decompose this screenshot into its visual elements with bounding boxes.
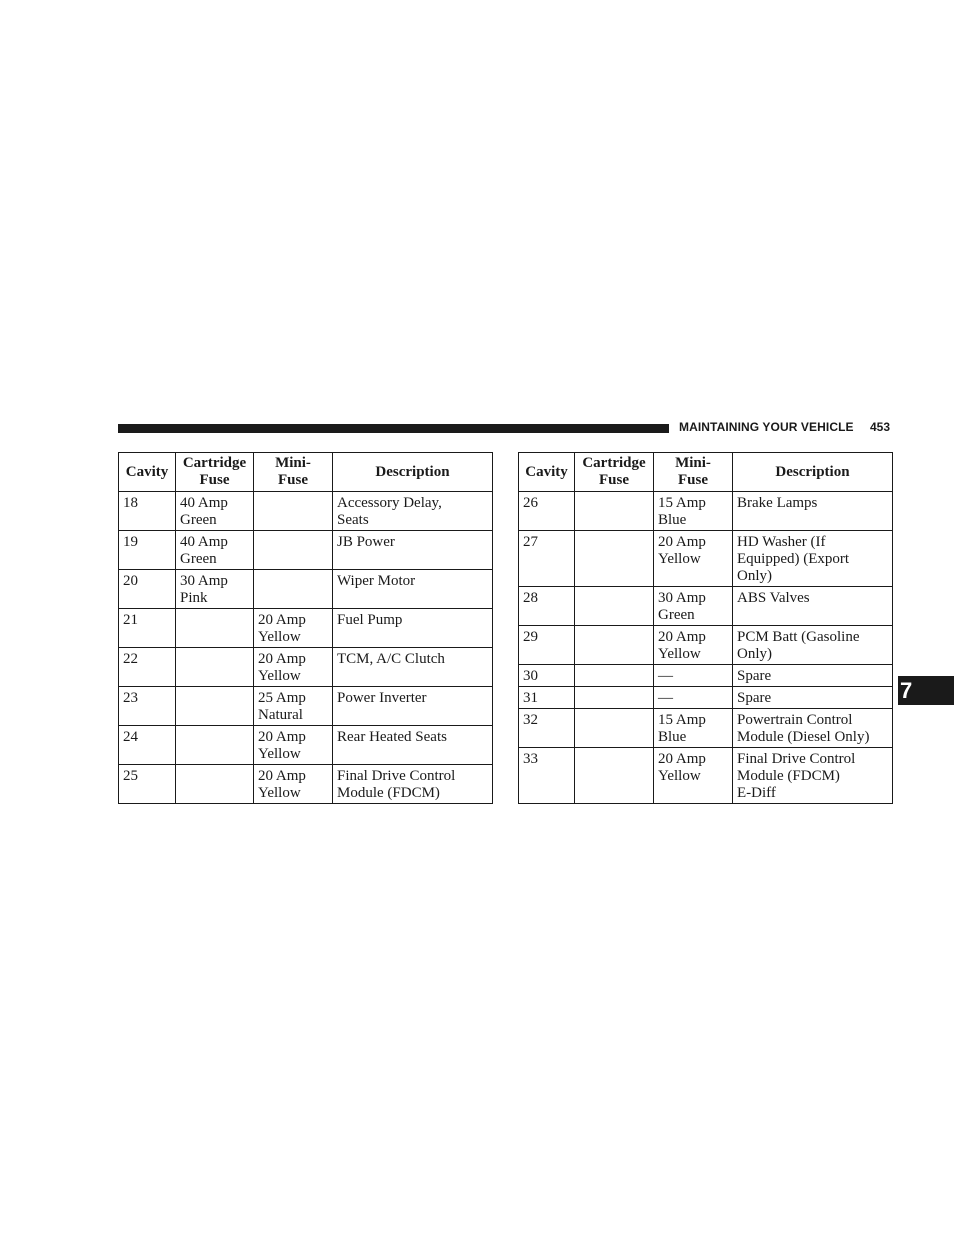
column-header-cartridge-fuse: Cartridge Fuse (575, 453, 654, 492)
section-title: MAINTAINING YOUR VEHICLE (679, 420, 854, 434)
cartridge-fuse-cell (176, 726, 254, 765)
cavity-cell: 26 (519, 492, 575, 531)
cavity-cell: 30 (519, 665, 575, 687)
mini-fuse-cell: 20 Amp Yellow (254, 765, 333, 804)
cartridge-fuse-cell: 40 Amp Green (176, 492, 254, 531)
chapter-tab: 7 (898, 676, 954, 705)
column-header-cavity: Cavity (119, 453, 176, 492)
cavity-cell: 18 (119, 492, 176, 531)
cavity-cell: 28 (519, 587, 575, 626)
description-cell: JB Power (333, 531, 493, 570)
table-row (519, 687, 893, 709)
description-cell: Fuel Pump (333, 609, 493, 648)
table-row (119, 609, 493, 648)
table-row (119, 648, 493, 687)
cartridge-fuse-cell: 40 Amp Green (176, 531, 254, 570)
mini-fuse-cell: 20 Amp Yellow (654, 531, 733, 587)
cartridge-fuse-cell (575, 687, 654, 709)
description-cell: Final Drive Control Module (FDCM) E-Diff (733, 748, 893, 804)
cartridge-fuse-cell (575, 531, 654, 587)
table-header-row (519, 453, 893, 492)
fuse-table-left (118, 452, 493, 804)
mini-fuse-cell: 30 Amp Green (654, 587, 733, 626)
description-cell: Accessory Delay, Seats (333, 492, 493, 531)
mini-fuse-cell: 15 Amp Blue (654, 709, 733, 748)
mini-fuse-cell: 20 Amp Yellow (254, 648, 333, 687)
mini-fuse-cell: 20 Amp Yellow (654, 626, 733, 665)
cavity-cell: 33 (519, 748, 575, 804)
table-row (519, 709, 893, 748)
description-cell: Power Inverter (333, 687, 493, 726)
cartridge-fuse-cell (176, 648, 254, 687)
mini-fuse-cell: 25 Amp Natural (254, 687, 333, 726)
cavity-cell: 25 (119, 765, 176, 804)
description-cell: Brake Lamps (733, 492, 893, 531)
cavity-cell: 19 (119, 531, 176, 570)
table-header-row (119, 453, 493, 492)
cartridge-fuse-cell (575, 665, 654, 687)
description-cell: Spare (733, 687, 893, 709)
column-header-description: Description (333, 453, 493, 492)
cartridge-fuse-cell (176, 765, 254, 804)
cartridge-fuse-cell (176, 687, 254, 726)
mini-fuse-cell: 20 Amp Yellow (654, 748, 733, 804)
header-rule (118, 424, 669, 433)
mini-fuse-cell: — (654, 665, 733, 687)
mini-fuse-cell: — (654, 687, 733, 709)
description-cell: Spare (733, 665, 893, 687)
cartridge-fuse-cell (575, 709, 654, 748)
table-row (519, 748, 893, 804)
mini-fuse-cell (254, 531, 333, 570)
table-row (119, 531, 493, 570)
mini-fuse-cell (254, 570, 333, 609)
page-number: 453 (870, 420, 891, 434)
description-cell: Final Drive Control Module (FDCM) (333, 765, 493, 804)
table-row (119, 687, 493, 726)
cartridge-fuse-cell (575, 626, 654, 665)
table-row (119, 765, 493, 804)
description-cell: Wiper Motor (333, 570, 493, 609)
description-cell: HD Washer (If Equipped) (Export Only) (733, 531, 893, 587)
description-cell: ABS Valves (733, 587, 893, 626)
mini-fuse-cell: 20 Amp Yellow (254, 726, 333, 765)
description-cell: PCM Batt (Gasoline Only) (733, 626, 893, 665)
description-cell: Powertrain Control Module (Diesel Only) (733, 709, 893, 748)
mini-fuse-cell (254, 492, 333, 531)
cavity-cell: 27 (519, 531, 575, 587)
cavity-cell: 21 (119, 609, 176, 648)
fuse-table-right (518, 452, 893, 804)
column-header-cartridge-fuse: Cartridge Fuse (176, 453, 254, 492)
cavity-cell: 23 (119, 687, 176, 726)
cavity-cell: 22 (119, 648, 176, 687)
mini-fuse-cell: 15 Amp Blue (654, 492, 733, 531)
description-cell: TCM, A/C Clutch (333, 648, 493, 687)
column-header-mini-fuse: Mini- Fuse (654, 453, 733, 492)
table-row (119, 570, 493, 609)
table-row (119, 726, 493, 765)
table-row (519, 626, 893, 665)
cavity-cell: 31 (519, 687, 575, 709)
table-row (519, 492, 893, 531)
cartridge-fuse-cell (575, 492, 654, 531)
cavity-cell: 24 (119, 726, 176, 765)
fuse-table-body (519, 492, 893, 804)
cartridge-fuse-cell (176, 609, 254, 648)
cartridge-fuse-cell (575, 587, 654, 626)
description-cell: Rear Heated Seats (333, 726, 493, 765)
table-row (119, 492, 493, 531)
table-row (519, 531, 893, 587)
cartridge-fuse-cell (575, 748, 654, 804)
column-header-description: Description (733, 453, 893, 492)
cartridge-fuse-cell: 30 Amp Pink (176, 570, 254, 609)
table-row (519, 665, 893, 687)
column-header-mini-fuse: Mini- Fuse (254, 453, 333, 492)
table-row (519, 587, 893, 626)
cavity-cell: 32 (519, 709, 575, 748)
cavity-cell: 29 (519, 626, 575, 665)
cavity-cell: 20 (119, 570, 176, 609)
mini-fuse-cell: 20 Amp Yellow (254, 609, 333, 648)
fuse-table-body (119, 492, 493, 804)
column-header-cavity: Cavity (519, 453, 575, 492)
